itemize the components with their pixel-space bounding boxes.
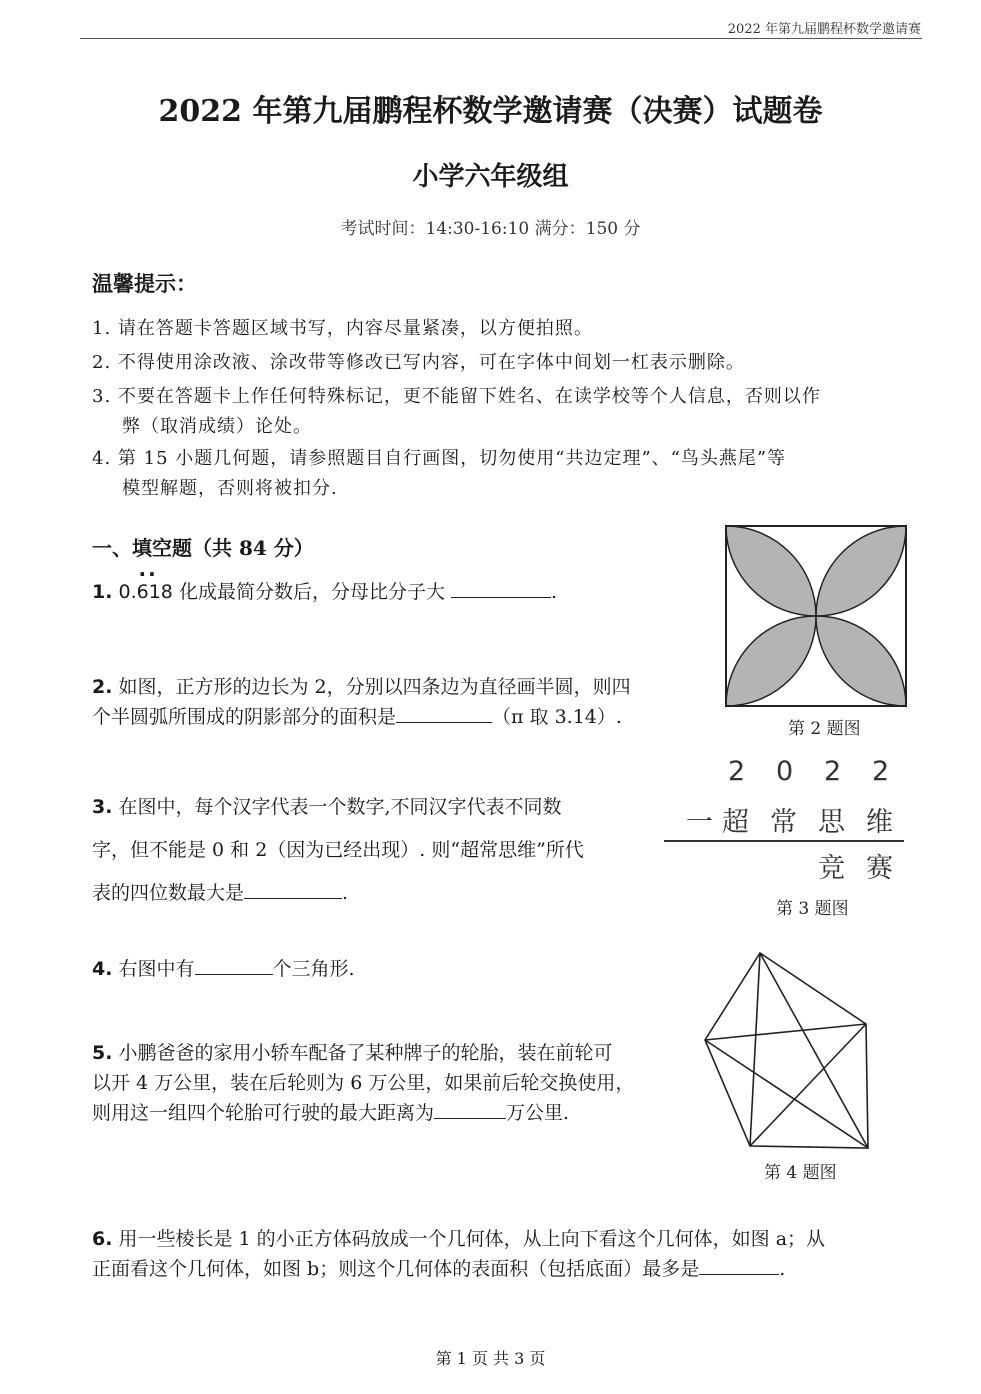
section-heading: 一、填空题（共 84 分） [92, 536, 314, 560]
petal-bottom-left [726, 616, 816, 706]
answer-blank[interactable] [244, 878, 342, 899]
repeat-dots: ·· [138, 562, 158, 586]
question-number: 4. [92, 958, 113, 980]
star-edge [705, 1040, 868, 1148]
exam-info: 考试时间：14:30-16:10 满分：150 分 [340, 219, 641, 239]
answer-blank[interactable] [396, 702, 492, 723]
tip-text: 1. 请在答题卡答题区域书写，内容尽量紧凑，以方便拍照。 [92, 318, 593, 339]
header-rule [80, 38, 922, 39]
star-edge [705, 1024, 866, 1040]
question-text: 在图中，每个汉字代表一个数字,不同汉字代表不同数 [118, 796, 562, 818]
question-number: 2. [92, 676, 113, 698]
star-edge [750, 953, 760, 1146]
answer-blank[interactable] [195, 954, 273, 975]
tip-item [92, 348, 922, 378]
question-number: 5. [92, 1042, 113, 1064]
question-text: 个半圆弧所围成的阴影部分的面积是 [92, 706, 397, 728]
figure-2-caption: 第 2 题图 [788, 719, 861, 739]
tip-item [92, 382, 922, 442]
question-text: 个三角形. [272, 958, 355, 980]
digit: 2 [824, 756, 842, 787]
tip-text: 4. 第 15 小题几何题，请参照题目自行画图，切勿使用“共边定理”、“鸟头燕尾”等 [92, 448, 787, 469]
page-subtitle: 小学六年级组 [412, 162, 569, 192]
tip-item [92, 314, 922, 344]
question-end: . [779, 1258, 786, 1280]
question-6 [92, 1224, 825, 1284]
question-text: 如图，正方形的边长为 2，分别以四条边为直径画半圆，则四 [118, 676, 631, 698]
page-footer: 第 1 页 共 3 页 [435, 1349, 546, 1368]
hanzi-digit: 超 [722, 807, 749, 838]
petal-top-right [816, 526, 906, 616]
tip-item [92, 444, 922, 504]
pentagon-outline [705, 953, 868, 1148]
petal-bottom-right [816, 616, 906, 706]
hanzi-digit: 维 [866, 807, 893, 838]
digit: 2 [872, 756, 890, 787]
hanzi-digit: 竞 [818, 853, 845, 884]
answer-blank[interactable] [434, 1098, 506, 1119]
tip-text-cont: 模型解题，否则将被扣分. [122, 478, 338, 499]
tips-heading: 温馨提示： [92, 271, 197, 296]
question-1 [92, 562, 558, 607]
page-title: 2022 年第九届鹏程杯数学邀请赛（决赛）试题卷 [158, 94, 823, 129]
question-number: 3. [92, 796, 113, 818]
question-end: . [342, 882, 349, 904]
question-text: 正面看这个几何体，如图 b；则这个几何体的表面积（包括底面）最多是 [92, 1258, 700, 1280]
tip-text: 2. 不得使用涂改液、涂改带等修改已写内容，可在字体中间划一杠表示删除。 [92, 352, 745, 373]
question-text: （π 取 3.14）. [492, 706, 622, 728]
question-number: 1. [92, 581, 113, 603]
figure-4-caption: 第 4 题图 [764, 1163, 837, 1183]
hanzi-digit: 赛 [866, 853, 893, 884]
question-number: 6. [92, 1228, 113, 1250]
answer-blank[interactable] [451, 577, 551, 598]
hanzi-digit: 思 [818, 807, 845, 838]
question-end: . [551, 581, 558, 603]
question-text: 则用这一组四个轮胎可行驶的最大距离为 [92, 1102, 435, 1124]
star-edge [750, 1024, 866, 1146]
question-text: 右图中有 [118, 958, 195, 980]
figure-3-caption: 第 3 题图 [776, 899, 849, 919]
decimal-value: 0.618 [118, 581, 173, 603]
question-text: 表的四位数最大是 [92, 882, 245, 904]
question-text: 用一些棱长是 1 的小正方体码放成一个几何体，从上向下看这个几何体，如图 a；从 [118, 1228, 826, 1250]
question-text: 化成最简分数后，分母比分子大 [178, 581, 445, 603]
question-4 [92, 954, 355, 984]
figure-2-diagram [724, 524, 908, 708]
question-text: 万公里. [506, 1102, 570, 1124]
question-text: 以开 4 万公里，装在后轮则为 6 万公里，如果前后轮交换使用， [92, 1072, 635, 1094]
digit: 0 [776, 756, 794, 787]
hanzi-digit: 常 [770, 807, 797, 838]
subtraction-rule [664, 840, 904, 842]
running-header: 2022 年第九届鹏程杯数学邀请赛 [727, 22, 921, 37]
tip-text-cont: 弊（取消成绩）论处。 [122, 416, 312, 437]
question-5 [92, 1038, 634, 1128]
figure-3-puzzle [664, 752, 909, 892]
answer-blank[interactable] [699, 1254, 779, 1275]
petal-top-left [726, 526, 816, 616]
repeating-decimal [118, 562, 179, 603]
tip-text: 3. 不要在答题卡上作任何特殊标记，更不能留下姓名、在读学校等个人信息，否则以作 [92, 386, 821, 407]
question-2 [92, 672, 631, 732]
figure-4-diagram [700, 950, 872, 1152]
digit: 2 [728, 756, 746, 787]
question-text: 小鹏爸爸的家用小轿车配备了某种牌子的轮胎，装在前轮可 [118, 1042, 613, 1064]
minus-sign: 一 [686, 807, 713, 838]
question-text: 字，但不能是 0 和 2（因为已经出现）. 则“超常思维”所代 [92, 839, 584, 861]
question-3 [92, 786, 584, 915]
